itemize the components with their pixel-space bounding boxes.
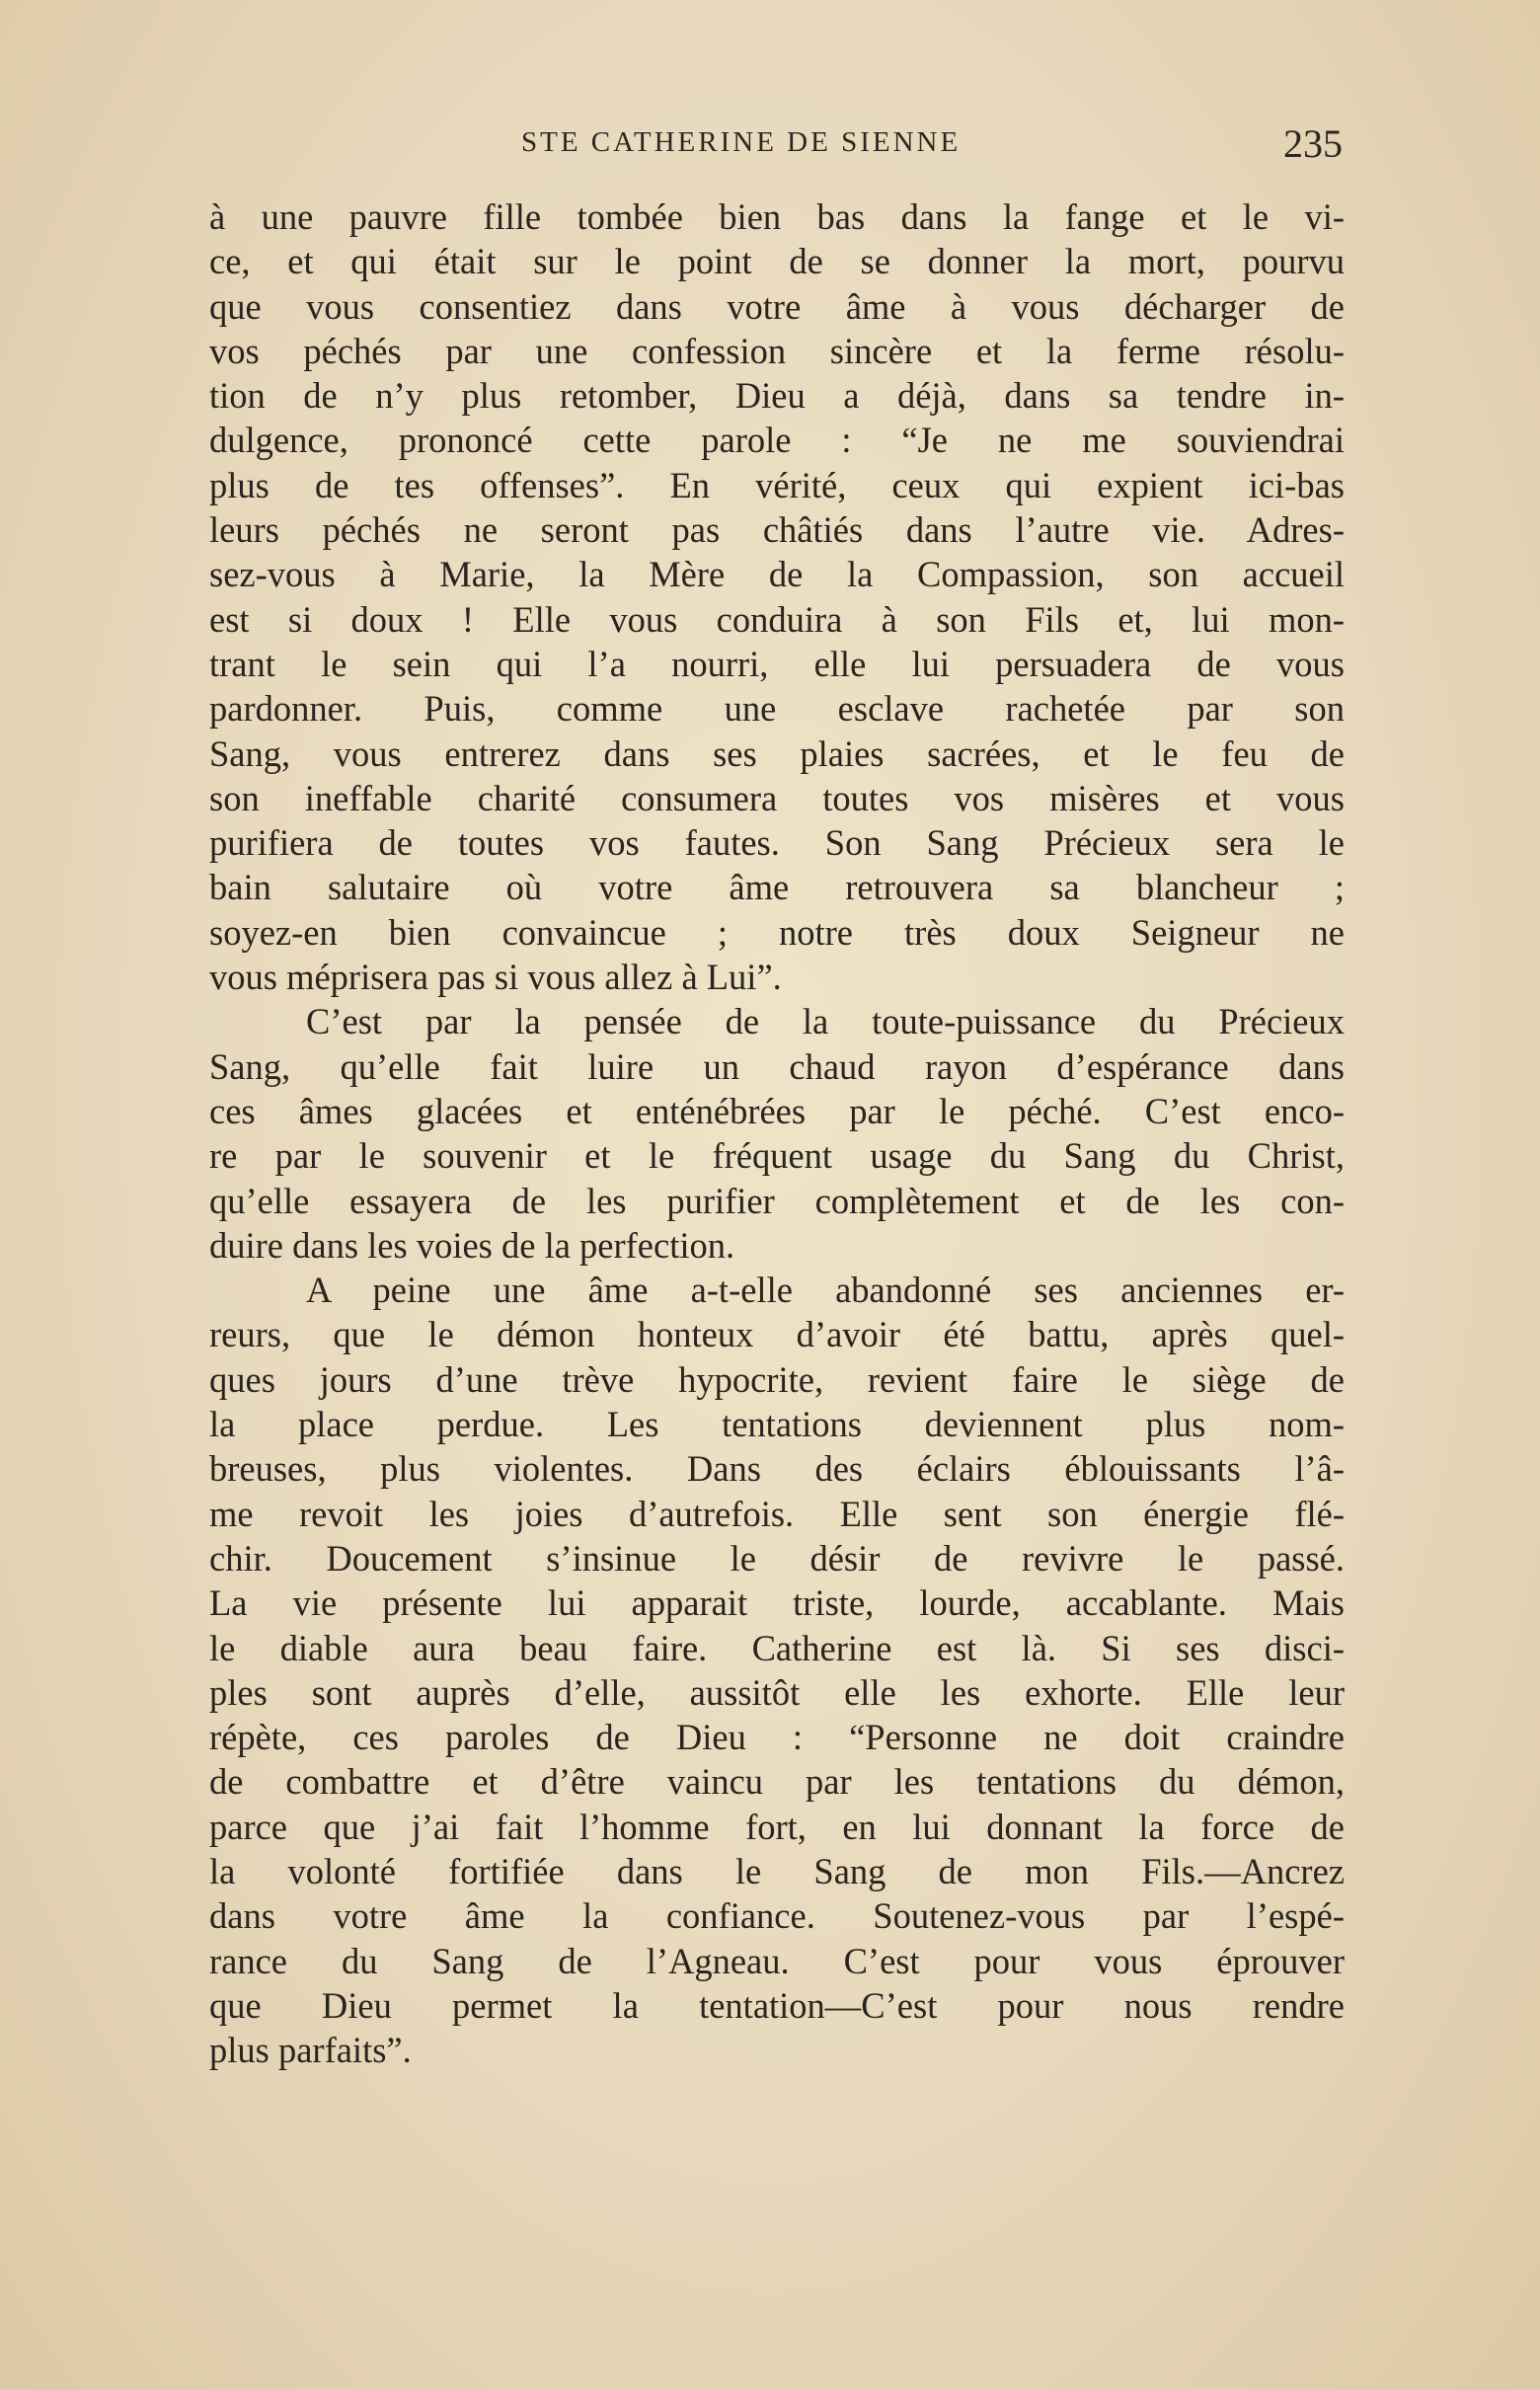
text-line: plus de tes offenses”. En vérité, ceux qui expient ici-bas [209, 464, 1345, 505]
text-line: duire dans les voies de la perfection. [209, 1224, 735, 1266]
text-line: que Dieu permet la tentation—C’est pour nous rendre [209, 1984, 1345, 2026]
text-line: me revoit les joies d’autrefois. Elle sent son énergie flé- [209, 1493, 1345, 1534]
text-line: C’est par la pensée de la toute-puissance du Précieux [306, 1001, 1345, 1042]
text-line: le diable aura beau faire. Catherine est là. Si ses disci- [209, 1627, 1345, 1668]
text-line: chir. Doucement s’insinue le désir de revivre le passé. [209, 1537, 1345, 1579]
text-line: vos péchés par une confession sincère et la ferme résolu- [209, 330, 1345, 371]
text-line: dans votre âme la confiance. Soutenez-vous par l’espé- [209, 1895, 1345, 1937]
text-line: dulgence, prononcé cette parole : “Je ne me souviendrai [209, 420, 1345, 461]
text-line: La vie présente lui apparait triste, lourde, accablante. Mais [209, 1582, 1345, 1624]
text-line: breuses, plus violentes. Dans des éclairs éblouissants l’â- [209, 1448, 1345, 1490]
text-line: que vous consentiez dans votre âme à vous décharger de [209, 285, 1345, 327]
text-line: reurs, que le démon honteux d’avoir été battu, après quel- [209, 1314, 1345, 1355]
text-line: à une pauvre fille tombée bien bas dans la fange et le vi- [209, 196, 1345, 237]
text-line: Sang, vous entrerez dans ses plaies sacrées, et le feu de [209, 732, 1345, 774]
text-line: leurs péchés ne seront pas châtiés dans l’autre vie. Adres- [209, 509, 1345, 551]
text-line: soyez-en bien convaincue ; notre très doux Seigneur ne [209, 911, 1345, 953]
text-line: qu’elle essayera de les purifier complètement et de les con- [209, 1180, 1345, 1221]
text-line: vous méprisera pas si vous allez à Lui”. [209, 957, 782, 998]
text-line: rance du Sang de l’Agneau. C’est pour vous éprouver [209, 1940, 1345, 1981]
text-line: A peine une âme a-t-elle abandonné ses anciennes er- [306, 1270, 1345, 1311]
text-line: Sang, qu’elle fait luire un chaud rayon d’espérance dans [209, 1045, 1345, 1087]
text-line: re par le souvenir et le fréquent usage du Sang du Christ, [209, 1135, 1345, 1177]
body-text [209, 194, 1345, 2072]
text-line: la volonté fortifiée dans le Sang de mon Fils.—Ancrez [209, 1850, 1345, 1891]
text-line: la place perdue. Les tentations deviennent plus nom- [209, 1404, 1345, 1445]
text-line: ce, et qui était sur le point de se donner la mort, pourvu [209, 241, 1345, 282]
text-line: tion de n’y plus retomber, Dieu a déjà, dans sa tendre in- [209, 375, 1345, 417]
text-line: ples sont auprès d’elle, aussitôt elle les exhorte. Elle leur [209, 1671, 1345, 1713]
text-line: ces âmes glacées et enténébrées par le péché. C’est enco- [209, 1090, 1345, 1131]
page-header [0, 120, 1540, 170]
text-line: sez-vous à Marie, la Mère de la Compassion, son accueil [209, 554, 1345, 595]
text-line: ques jours d’une trève hypocrite, revient faire le siège de [209, 1358, 1345, 1400]
text-line: répète, ces paroles de Dieu : “Personne ne doit craindre [209, 1717, 1345, 1758]
text-line: son ineffable charité consumera toutes vos misères et vous [209, 777, 1345, 818]
text-line: parce que j’ai fait l’homme fort, en lui donnant la force de [209, 1806, 1345, 1847]
text-line: pardonner. Puis, comme une esclave rachetée par son [209, 688, 1345, 730]
text-line: est si doux ! Elle vous conduira à son Fils et, lui mon- [209, 598, 1345, 640]
text-line: purifiera de toutes vos fautes. Son Sang Précieux sera le [209, 822, 1345, 864]
text-line: trant le sein qui l’a nourri, elle lui persuadera de vous [209, 643, 1345, 684]
page-number: 235 [1283, 121, 1343, 166]
text-line: de combattre et d’être vaincu par les tentations du démon, [209, 1761, 1345, 1803]
text-line: bain salutaire où votre âme retrouvera sa blancheur ; [209, 867, 1345, 908]
text-line: plus parfaits”. [209, 2030, 412, 2071]
running-title: STE CATHERINE DE SIENNE [521, 126, 962, 158]
